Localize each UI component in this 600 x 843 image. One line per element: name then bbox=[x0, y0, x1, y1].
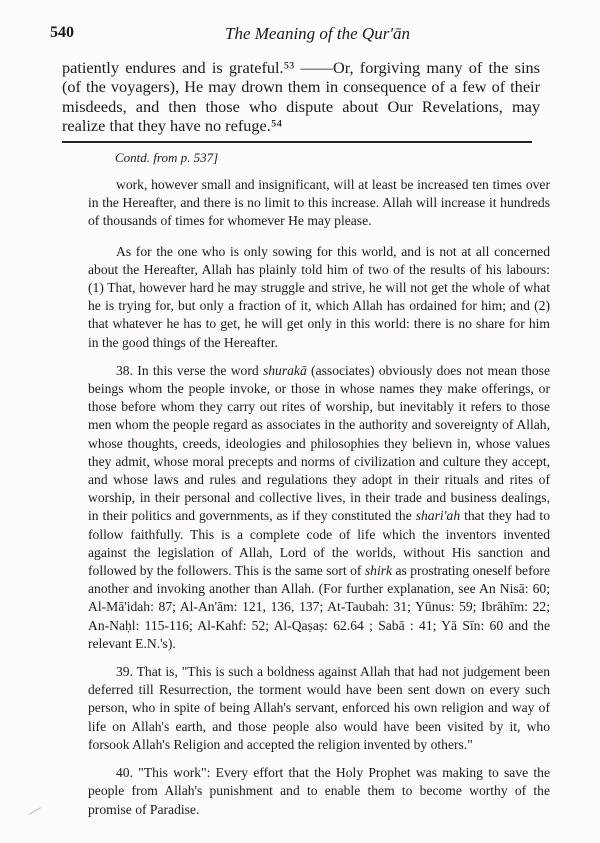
running-title: The Meaning of the Qur'ān bbox=[225, 24, 410, 43]
note-38-term-shariah: shari'ah bbox=[415, 508, 461, 524]
page-number: 540 bbox=[50, 24, 74, 41]
note-38-body-2: that they had to follow faithfully. This is a complete code of life which the inventors invented against the legislation of Allah, Lord of the worlds, without His sanction and followed by the followers. This is the same sort of bbox=[88, 508, 550, 579]
note-38-tail: as prostrating oneself before another and invoking another than Allah. (For further explanation, see An Nisā: 60; Al-Mā'idah: 87; Al-An'ām: 121, 136, 137; At-Taubah: 31; Yūnus: 59; Ibrāhīm: 22; An-Naḥl: 115-116; Al-Kahf: 52; Al-Qaṣaṣ: 62.64 ; Sabā : 41; Yā Sīn: 60 and the relevant E.N.'s). bbox=[88, 563, 550, 651]
section-divider bbox=[62, 141, 532, 143]
note-38-lead: 38. In this verse the word bbox=[116, 362, 263, 378]
note-paragraph: As for the one who is only sowing for this world, and is not at all concerned about the Hereafter, Allah has plainly told him of two of the results of his labours: (1) That, however hard he may struggle and strive, he will not get the whole of what he is trying for, but only a fraction of it, which Allah has ordained for him; and (2) that whatever he has to get, he will get only in this world: there is no share for him in the good things of the Hereafter. bbox=[88, 243, 550, 350]
explanatory-notes bbox=[88, 176, 550, 829]
verse-paragraph: patiently endures and is grateful.⁵³ ——Or, forgiving many of the sins (of the voyagers), He may drown them in consequence of a few of their misdeeds, and then those who dispute about Our Revelations, may realize that they have no refuge.⁵⁴ bbox=[62, 58, 540, 136]
page-header bbox=[50, 24, 570, 48]
note-38-term-shuraka: shurakā bbox=[262, 362, 307, 378]
margin-mark bbox=[28, 807, 46, 824]
note-38-term-shirk: shirk bbox=[364, 563, 393, 579]
note-40: 40. "This work": Every effort that the Holy Prophet was making to save the people from Allah's punishment and to enable them to become worthy of the promise of Paradise. bbox=[88, 765, 550, 817]
note-38 bbox=[88, 362, 550, 653]
note-38-body-1: (associates) obviously does not mean those beings whom the people invoke, or those in whose names they make offerings, or those before whom they carry out rites of worship, but inevitably it refers to those men whom the people regard as associates in the authority and sovereignty of Allah, whose thoughts, creeds, ideologies and philosophies they believn in, whose values they admit, whose moral precepts and norms of civilization and culture they accept, and whose laws and rules and regulations they adopt in their rituals and rites of worship, in their personal and collective lives, in their trade and business dealings, in their politics and governments, as if they constituted the bbox=[88, 362, 550, 524]
note-continuation: work, however small and insignificant, will at least be increased ten times over in the Hereafter, and there is no limit to this increase. Allah will increase it hundreds of thousands of times for whomever He may please. bbox=[88, 177, 550, 229]
note-39: 39. That is, "This is such a boldness against Allah that had not judgement been deferred till Resurrection, the torment would have been sent down on every such person, who in spite of being Allah's servant, enforced his own religion and way of life on Allah's earth, and those people also would have been visited by it, who forsook Allah's Religion and accepted the religion invented by others." bbox=[88, 664, 550, 752]
verse-translation bbox=[62, 58, 540, 136]
continued-note: Contd. from p. 537] bbox=[115, 150, 219, 165]
